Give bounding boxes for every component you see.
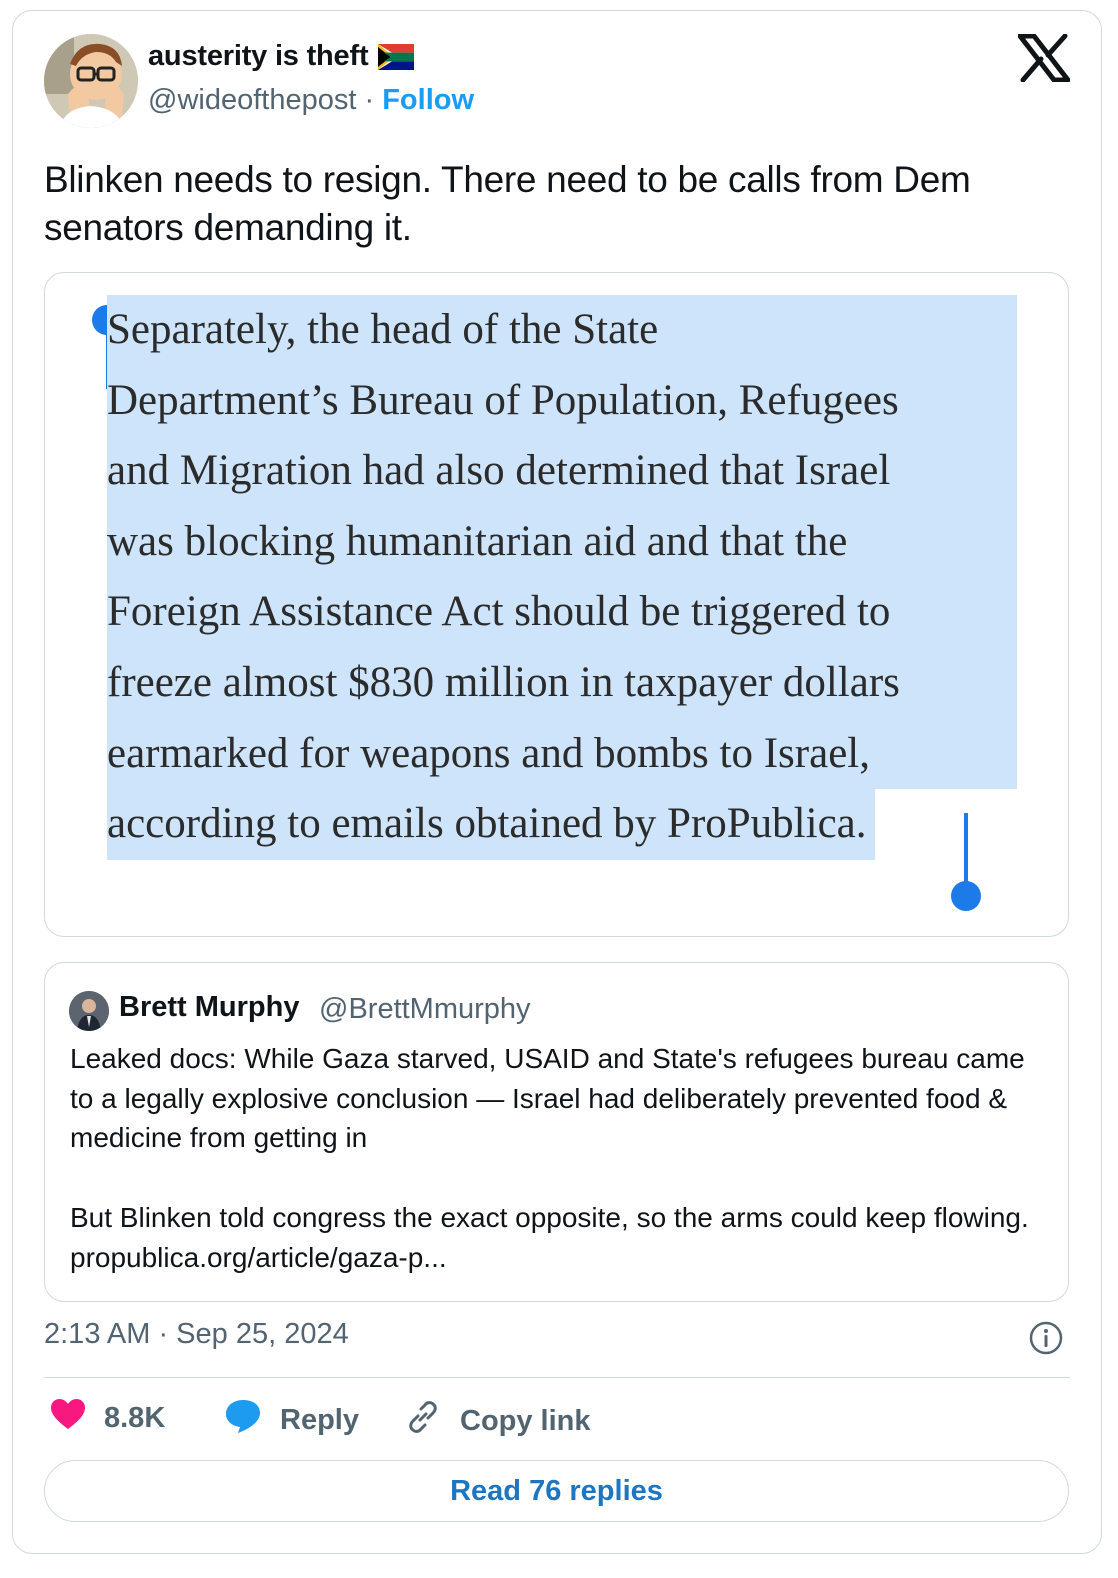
link-icon bbox=[404, 1398, 442, 1444]
quoted-article-link[interactable]: propublica.org/article/gaza-p... bbox=[70, 1241, 447, 1273]
excerpt-line: Department’s Bureau of Population, Refugees bbox=[107, 366, 1017, 437]
excerpt-line: Separately, the head of the State bbox=[107, 295, 1017, 366]
like-button[interactable] bbox=[50, 1398, 165, 1438]
excerpt-line: according to emails obtained by ProPublica. bbox=[107, 789, 875, 860]
read-replies-button[interactable] bbox=[44, 1460, 1069, 1522]
x-logo-icon[interactable] bbox=[1018, 34, 1070, 82]
excerpt-line: was blocking humanitarian aid and that the bbox=[107, 507, 1017, 578]
quoted-paragraph-text: But Blinken told congress the exact opposite, so the arms could keep flowing. bbox=[70, 1201, 1029, 1233]
quoted-tweet-text bbox=[70, 1039, 1045, 1277]
excerpt-line: and Migration had also determined that Israel bbox=[107, 436, 1017, 507]
tweet-timestamp[interactable]: 2:13 AM · Sep 25, 2024 bbox=[44, 1318, 349, 1350]
author-handle[interactable]: @wideofthepost bbox=[148, 84, 357, 116]
excerpt-line: freeze almost $830 million in taxpayer dollars bbox=[107, 648, 1017, 719]
quoted-tweet[interactable] bbox=[44, 962, 1069, 1302]
quoted-author-handle[interactable]: @BrettMmurphy bbox=[319, 993, 531, 1025]
author-handle-row bbox=[148, 84, 474, 117]
quoted-author-name[interactable]: Brett Murphy bbox=[119, 991, 300, 1023]
reply-bubble-icon bbox=[224, 1398, 262, 1442]
action-bar bbox=[44, 1398, 1070, 1440]
reply-button[interactable] bbox=[224, 1398, 359, 1442]
author-avatar[interactable] bbox=[44, 34, 138, 128]
follow-button[interactable]: Follow bbox=[382, 84, 475, 116]
like-count: 8.8K bbox=[104, 1401, 166, 1434]
reply-label: Reply bbox=[280, 1403, 359, 1436]
quoted-paragraph bbox=[70, 1198, 1045, 1277]
author-display-name[interactable] bbox=[148, 40, 414, 73]
quoted-author-avatar[interactable] bbox=[69, 991, 109, 1031]
excerpt-line: Foreign Assistance Act should be triggered to bbox=[107, 577, 1017, 648]
heart-icon bbox=[50, 1398, 86, 1438]
handle-separator: · bbox=[364, 84, 375, 116]
selection-end-caret bbox=[964, 813, 968, 885]
quoted-paragraph: Leaked docs: While Gaza starved, USAID and State's refugees bureau came to a legally explosive conclusion — Israel had deliberately prevented food & medicine from getting in bbox=[70, 1043, 1025, 1154]
tweet-media-excerpt[interactable] bbox=[44, 272, 1069, 937]
flag-icon bbox=[378, 44, 414, 70]
author-name-text[interactable]: austerity is theft bbox=[148, 40, 369, 72]
copy-link-label: Copy link bbox=[460, 1404, 591, 1437]
tweet-text: Blinken needs to resign. There need to be calls from Dem senators demanding it. bbox=[44, 159, 971, 248]
actions-divider bbox=[44, 1377, 1070, 1378]
read-replies-label: Read 76 replies bbox=[450, 1474, 663, 1507]
copy-link-button[interactable] bbox=[404, 1398, 591, 1444]
info-icon[interactable] bbox=[1028, 1320, 1064, 1356]
excerpt-text bbox=[107, 295, 1017, 860]
excerpt-line: earmarked for weapons and bombs to Israel, bbox=[107, 719, 1017, 790]
selection-end-handle[interactable] bbox=[951, 881, 981, 911]
